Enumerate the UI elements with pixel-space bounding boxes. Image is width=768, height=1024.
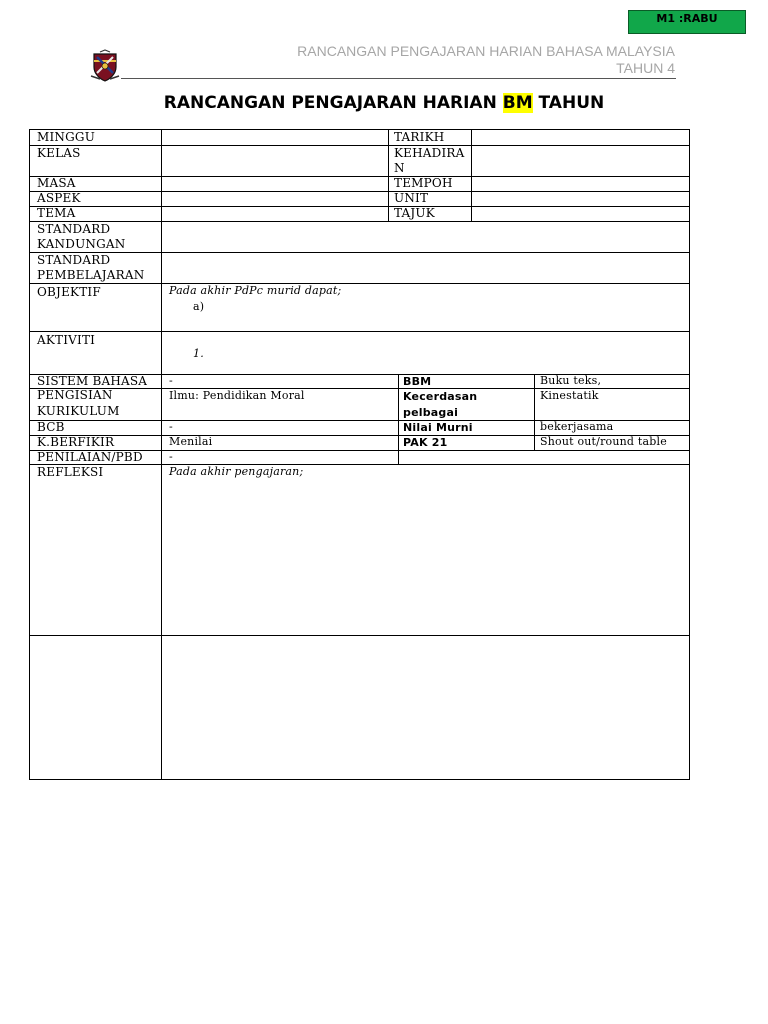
label-minggu: MINGGU: [37, 130, 96, 144]
col-divider: [398, 374, 399, 464]
label-pengisian-1: PENGISIAN: [37, 388, 113, 402]
row-divider: [30, 176, 689, 177]
refleksi-text: Pada akhir pengajaran;: [169, 465, 304, 478]
col-divider: [534, 374, 535, 450]
label-nilai-murni: Nilai Murni: [403, 421, 473, 434]
title-highlight: BM: [502, 93, 533, 113]
header-divider: [121, 78, 676, 79]
label-kecerdasan-2: pelbagai: [403, 406, 459, 419]
label-sp-2: PEMBELAJARAN: [37, 268, 145, 282]
label-penilaian: PENILAIAN/PBD: [37, 450, 143, 464]
row-divider: [30, 191, 689, 192]
nilai-murni-value: bekerjasama: [540, 420, 614, 433]
col-divider: [388, 130, 389, 221]
label-sk-2: KANDUNGAN: [37, 237, 126, 251]
sistem-bahasa-value: -: [169, 374, 173, 387]
label-bbm: BBM: [403, 375, 432, 388]
label-refleksi: REFLEKSI: [37, 465, 104, 479]
label-pengisian-2: KURIKULUM: [37, 404, 120, 418]
bcb-value: -: [169, 420, 173, 433]
bbm-value: Buku teks,: [540, 374, 602, 387]
label-tajuk: TAJUK: [394, 206, 435, 220]
col-divider: [161, 130, 162, 779]
label-aspek: ASPEK: [37, 191, 81, 205]
label-kberfikir: K.BERFIKIR: [37, 435, 115, 449]
label-tarikh: TARIKH: [394, 130, 445, 144]
label-sk-1: STANDARD: [37, 222, 111, 236]
row-divider: [30, 252, 689, 253]
label-tema: TEMA: [37, 206, 76, 220]
label-tempoh: TEMPOH: [394, 176, 453, 190]
row-divider: [30, 283, 689, 284]
title-suffix: TAHUN: [532, 93, 605, 113]
label-unit: UNIT: [394, 191, 429, 205]
label-kecerdasan-1: Kecerdasan: [403, 390, 478, 403]
pak21-value: Shout out/round table: [540, 435, 667, 448]
label-kehadiran-2: N: [394, 161, 405, 175]
page-title: [0, 93, 768, 113]
kecerdasan-value: Kinestatik: [540, 389, 599, 402]
row-divider: [30, 331, 689, 332]
label-aktiviti: AKTIVITI: [37, 333, 96, 347]
label-masa: MASA: [37, 176, 76, 190]
title-prefix: RANCANGAN PENGAJARAN HARIAN: [163, 93, 503, 113]
pengisian-value: Ilmu: Pendidikan Moral: [169, 389, 305, 402]
label-bcb: BCB: [37, 420, 65, 434]
day-badge: M1 :RABU: [628, 10, 746, 34]
objektif-item: a): [193, 300, 205, 313]
label-sp-1: STANDARD: [37, 253, 111, 267]
school-crest-icon: [88, 49, 122, 83]
penilaian-value: -: [169, 450, 173, 463]
label-pak21: PAK 21: [403, 436, 448, 449]
objektif-text: Pada akhir PdPc murid dapat;: [169, 284, 342, 297]
row-divider: [30, 206, 689, 207]
row-divider: [30, 221, 689, 222]
col-divider: [471, 130, 472, 221]
row-divider: [30, 145, 689, 146]
header-year-line: TAHUN 4: [616, 60, 675, 76]
label-kehadiran-1: KEHADIRA: [394, 146, 465, 160]
label-objektif: OBJEKTIF: [37, 285, 101, 299]
row-divider: [30, 635, 689, 636]
kberfikir-value: Menilai: [169, 435, 213, 448]
aktiviti-item: 1.: [193, 347, 204, 360]
header-subject-line: RANCANGAN PENGAJARAN HARIAN BAHASA MALAYSIA: [297, 43, 675, 59]
label-sistem-bahasa: SISTEM BAHASA: [37, 374, 148, 388]
lesson-plan-table: [29, 129, 690, 780]
label-kelas: KELAS: [37, 146, 81, 160]
